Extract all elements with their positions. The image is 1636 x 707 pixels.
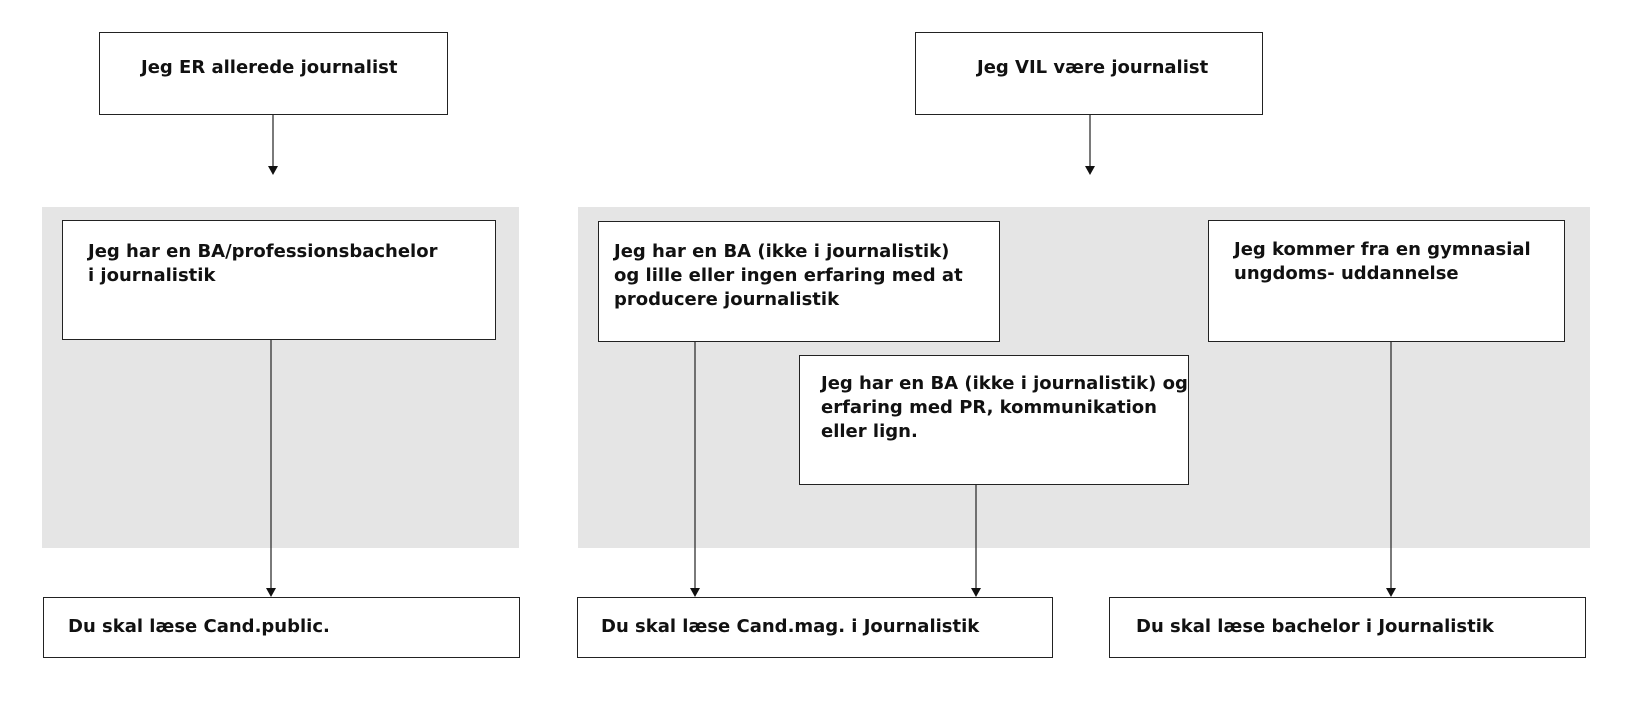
arrowhead-cand-mag-right bbox=[971, 588, 981, 597]
start-box-already-journalist: Jeg ER allerede journalist bbox=[99, 32, 448, 115]
situation-gymnasial: Jeg kommer fra en gymnasial ungdoms- uddannelse bbox=[1208, 220, 1565, 342]
outcome-cand-mag: Du skal læse Cand.mag. i Journalistik bbox=[577, 597, 1053, 658]
situation-ba-pr-experience: Jeg har en BA (ikke i journalistik) og erfaring med PR, kommunikation eller lign. bbox=[799, 355, 1189, 485]
situation-ba-little-experience: Jeg har en BA (ikke i journalistik) og lille eller ingen erfaring med at producere journalistik bbox=[598, 221, 1000, 342]
arrowhead-want bbox=[1085, 166, 1095, 175]
outcome-bachelor: Du skal læse bachelor i Journalistik bbox=[1109, 597, 1586, 658]
arrowhead-already bbox=[268, 166, 278, 175]
arrowhead-cand-public bbox=[266, 588, 276, 597]
arrowhead-bachelor bbox=[1386, 588, 1396, 597]
outcome-cand-public: Du skal læse Cand.public. bbox=[43, 597, 520, 658]
arrowhead-cand-mag-left bbox=[690, 588, 700, 597]
situation-ba-journalism: Jeg har en BA/professionsbachelor i journalistik bbox=[62, 220, 496, 340]
start-box-want-journalist: Jeg VIL være journalist bbox=[915, 32, 1263, 115]
